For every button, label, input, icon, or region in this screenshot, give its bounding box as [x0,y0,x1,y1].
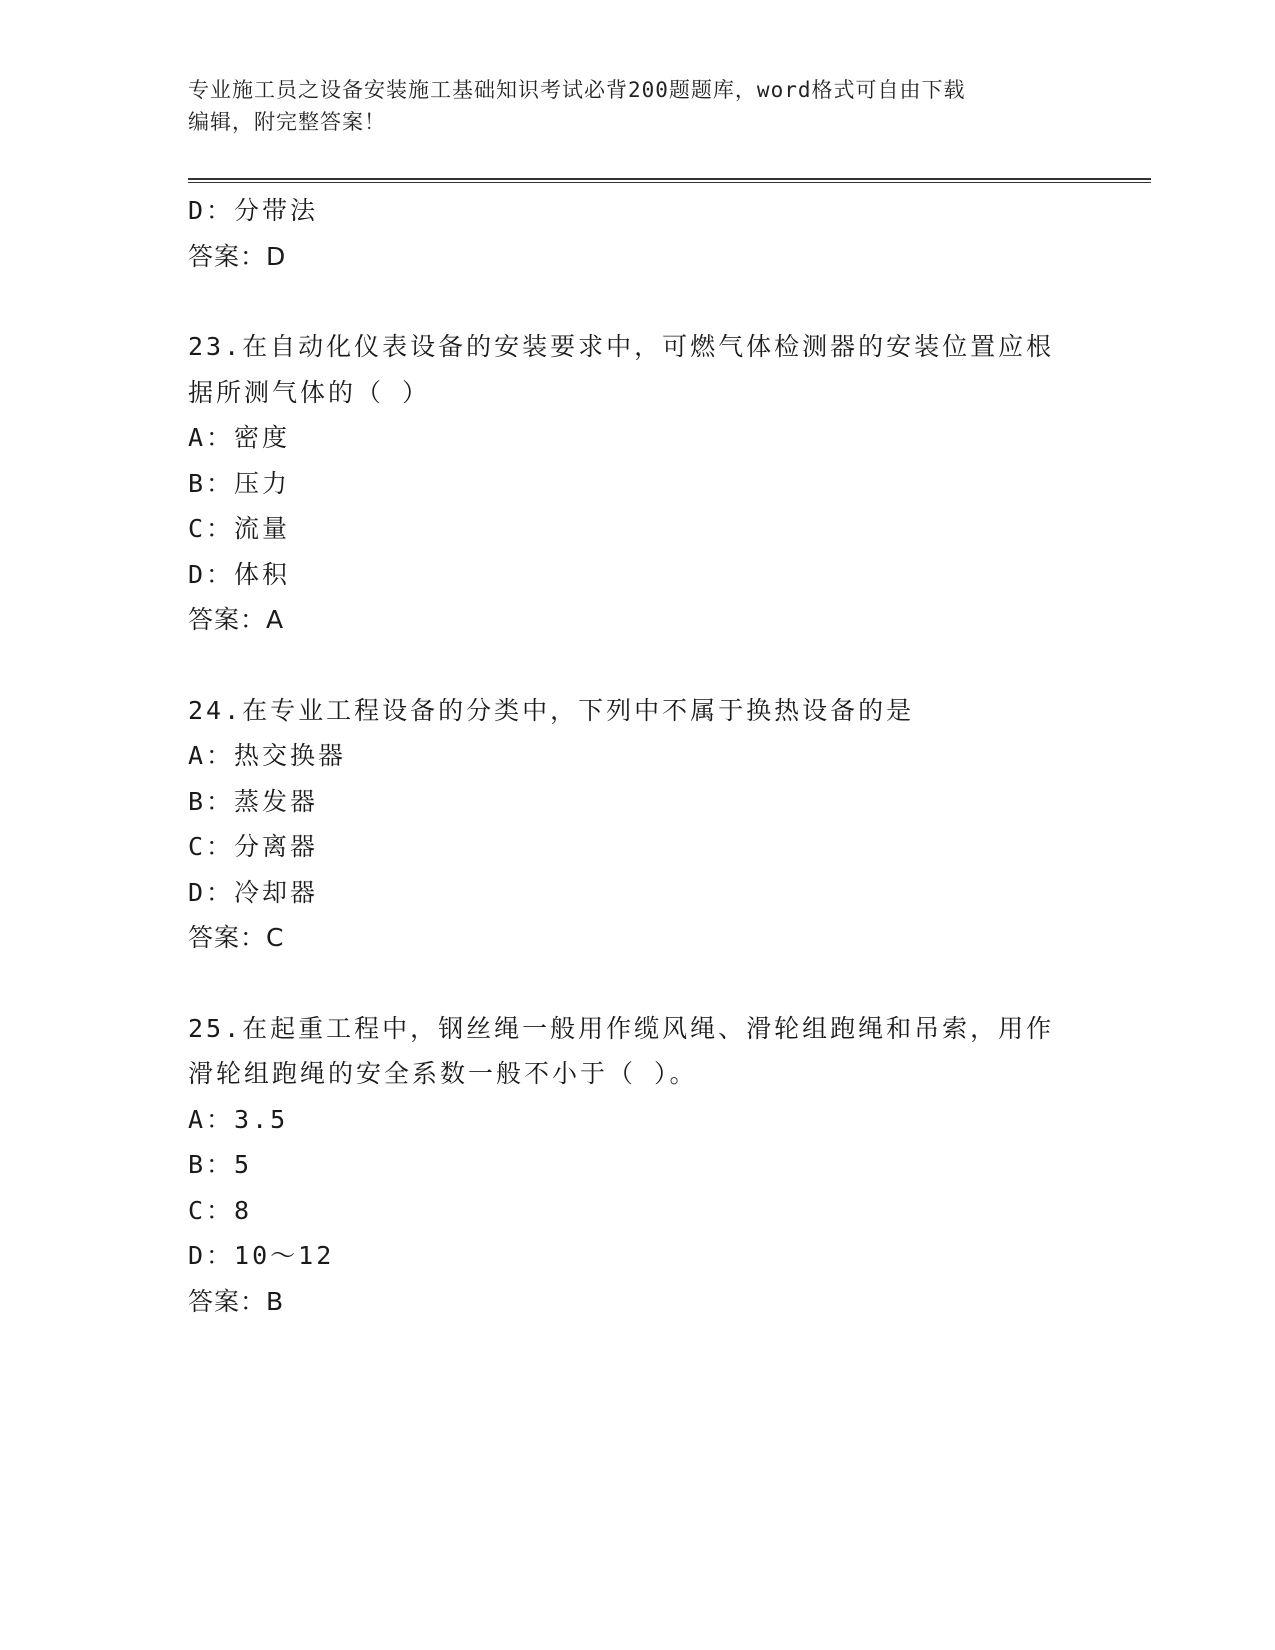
document-header [188,74,1068,138]
option-b: B：5 [188,1150,253,1179]
option-b: B：压力 [188,468,291,498]
option-d: D：冷却器 [188,877,319,907]
header-title-line-1: 专业施工员之设备安装施工基础知识考试必背200题题库，word格式可自由下载 [188,78,966,102]
option-d: D：10～12 [188,1241,335,1270]
header-divider-thin [188,182,1151,183]
option-c: C：流量 [188,514,291,543]
option-b: B：蒸发器 [188,786,319,816]
question-stem-line-1: 25.在起重工程中，钢丝绳一般用作缆风绳、滑轮组跑绳和吊索，用作 [188,1013,1055,1043]
option-c: C：分离器 [188,832,319,861]
option-a: A：热交换器 [188,741,347,770]
option-a: A：3.5 [188,1104,289,1134]
answer: 答案：D [188,241,287,271]
prev-question-tail [188,188,1088,279]
header-title-line-2: 编辑，附完整答案！ [188,110,386,134]
question-stem-line-2: 滑轮组跑绳的安全系数一般不小于（ ）。 [188,1059,698,1088]
option-a: A：密度 [188,423,291,452]
option-d: D：体积 [188,559,291,589]
question-stem-line-2: 据所测气体的（ ） [188,377,431,407]
question-list [188,188,1088,1324]
spacer [188,279,1088,324]
option-c: C：8 [188,1195,253,1225]
answer: 答案：C [188,923,285,952]
header-divider [188,178,1151,180]
option-d: D：分带法 [188,196,319,225]
question-stem-line-1: 23.在自动化仪表设备的安装要求中，可燃气体检测器的安装位置应根 [188,332,1055,361]
spacer [188,961,1088,1006]
answer: 答案：B [188,1286,285,1316]
spacer [188,643,1088,688]
question-23 [188,324,1088,643]
question-stem-line-1: 24.在专业工程设备的分类中，下列中不属于换热设备的是 [188,695,915,725]
answer: 答案：A [188,605,285,634]
question-24 [188,688,1088,961]
question-25 [188,1006,1088,1325]
